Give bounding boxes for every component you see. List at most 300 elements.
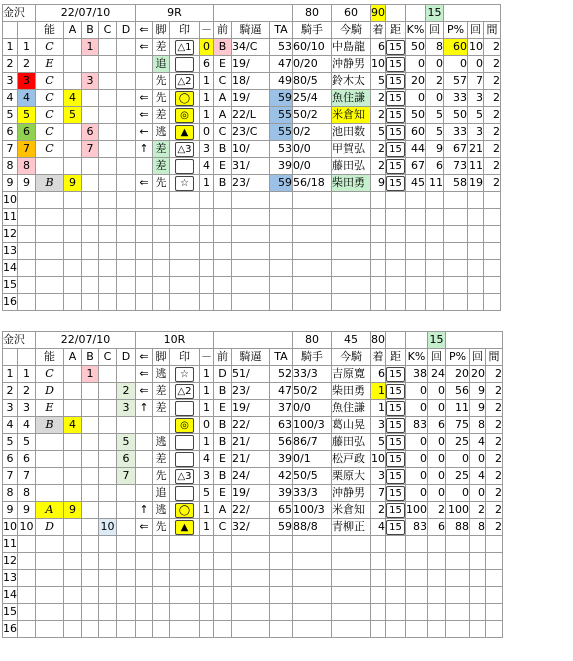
mark-box[interactable]: ◎ — [175, 418, 194, 433]
kyaku-cell: 差 — [153, 107, 170, 124]
empty-cell — [386, 260, 406, 277]
empty-cell — [117, 209, 136, 226]
mark-cell — [170, 502, 200, 519]
column-header: 回 — [428, 349, 446, 366]
arrow-cell — [136, 485, 153, 502]
kyori-box: 15 — [386, 503, 405, 518]
mark-box[interactable]: △3 — [175, 469, 194, 484]
empty-cell — [406, 553, 428, 570]
horse-number: 7 — [18, 141, 36, 158]
kishu-cell: 50/5 — [293, 468, 332, 485]
empty-cell — [82, 621, 99, 638]
imaki-cell: 柴田勇 — [332, 175, 371, 192]
table-row[interactable] — [3, 383, 503, 400]
empty-cell — [470, 621, 486, 638]
kyori-box: 15 — [386, 125, 405, 140]
empty-cell — [170, 277, 200, 294]
table-row[interactable] — [3, 158, 501, 175]
mae-cell: C — [214, 73, 232, 90]
empty-cell — [386, 621, 406, 638]
empty-cell — [214, 243, 232, 260]
arrow-cell: ⇐ — [136, 175, 153, 192]
kai-cell: 9 — [426, 141, 444, 158]
empty-cell — [82, 294, 99, 311]
k-cell: 50 — [406, 107, 426, 124]
empty-cell — [332, 587, 371, 604]
c-cell — [99, 485, 117, 502]
kishu-cell: 100/3 — [293, 502, 332, 519]
ma-cell: 2 — [484, 175, 501, 192]
imaki-cell: 栗原大 — [332, 468, 371, 485]
table-row[interactable] — [3, 39, 501, 56]
a-cell — [64, 366, 82, 383]
empty-cell — [200, 277, 214, 294]
column-header: 能 — [36, 349, 64, 366]
empty-cell — [170, 192, 200, 209]
d-cell — [117, 73, 136, 90]
mark-box[interactable]: ☆ — [175, 176, 194, 191]
table-row[interactable] — [3, 451, 503, 468]
table-row[interactable] — [3, 434, 503, 451]
ta-cell: 37 — [270, 400, 293, 417]
column-header: 騎手 — [293, 22, 332, 39]
kai-cell: 0 — [428, 434, 446, 451]
kyori-cell — [386, 175, 406, 192]
minus-cell: 3 — [200, 141, 214, 158]
ma-cell: 2 — [486, 468, 503, 485]
ma-cell: 2 — [484, 39, 501, 56]
row-number: 15 — [3, 604, 18, 621]
table-row[interactable] — [3, 400, 503, 417]
row-number: 1 — [3, 366, 18, 383]
empty-cell — [444, 192, 468, 209]
b-cell: 6 — [82, 124, 99, 141]
kyaku-cell: 先 — [153, 519, 170, 536]
horse-number: 5 — [18, 434, 36, 451]
column-header: P% — [444, 22, 468, 39]
d-cell: 7 — [117, 468, 136, 485]
k-cell: 0 — [406, 485, 428, 502]
row-number: 7 — [3, 468, 18, 485]
empty-cell — [99, 604, 117, 621]
kai2-cell: 0 — [470, 451, 486, 468]
empty-cell — [36, 192, 64, 209]
empty-row — [3, 277, 501, 294]
empty-cell — [293, 277, 332, 294]
empty-cell — [153, 192, 170, 209]
horse-number: 6 — [18, 124, 36, 141]
ta-cell: 47 — [270, 383, 293, 400]
minus-cell: 1 — [200, 366, 214, 383]
empty-cell — [136, 553, 153, 570]
empty-cell — [99, 621, 117, 638]
p-cell: 60 — [444, 39, 468, 56]
mark-box[interactable] — [175, 57, 194, 72]
imaki-cell: 青柳正 — [332, 519, 371, 536]
empty-cell — [293, 604, 332, 621]
mae-cell: B — [214, 468, 232, 485]
kishu-cell: 100/3 — [293, 417, 332, 434]
kishu-cell: 0/0 — [293, 141, 332, 158]
row-number: 4 — [3, 417, 18, 434]
kyaku-cell: 逃 — [153, 502, 170, 519]
kyaku-cell: 逃 — [153, 366, 170, 383]
a-cell — [64, 519, 82, 536]
empty-cell — [270, 621, 293, 638]
empty-cell — [64, 570, 82, 587]
column-header: 距 — [386, 349, 406, 366]
empty-cell — [82, 277, 99, 294]
kyori-box: 15 — [386, 176, 405, 191]
empty-cell — [82, 243, 99, 260]
nou-cell — [36, 383, 64, 400]
minus-cell: 3 — [200, 468, 214, 485]
empty-cell — [444, 243, 468, 260]
empty-cell — [406, 536, 428, 553]
kai2-cell: 10 — [468, 39, 484, 56]
empty-cell — [332, 243, 371, 260]
mae-cell: B — [214, 39, 232, 56]
empty-cell — [136, 243, 153, 260]
empty-cell — [332, 553, 371, 570]
arrow-cell — [136, 73, 153, 90]
kyori-box: 15 — [386, 469, 405, 484]
empty-cell — [117, 260, 136, 277]
empty-cell — [99, 192, 117, 209]
row-number: 13 — [3, 570, 18, 587]
mark-box[interactable] — [175, 486, 194, 501]
table-row[interactable] — [3, 519, 503, 536]
empty-cell — [332, 536, 371, 553]
ma-cell: 2 — [486, 451, 503, 468]
k-cell: 60 — [406, 124, 426, 141]
empty-cell — [270, 209, 293, 226]
empty-cell — [18, 209, 36, 226]
kishu-cell: 0/0 — [293, 400, 332, 417]
empty-cell — [153, 570, 170, 587]
a-cell — [64, 141, 82, 158]
race-table — [2, 331, 503, 638]
kai2-cell: 4 — [470, 468, 486, 485]
b-cell: 1 — [82, 366, 99, 383]
empty-cell — [18, 260, 36, 277]
mark-box[interactable]: △2 — [175, 74, 194, 89]
mark-cell — [170, 56, 200, 73]
p-cell: 11 — [446, 400, 470, 417]
empty-cell — [470, 604, 486, 621]
d-cell — [117, 56, 136, 73]
ma-cell: 2 — [486, 400, 503, 417]
k-cell: 0 — [406, 468, 428, 485]
table-row[interactable] — [3, 107, 501, 124]
kyori-cell — [386, 141, 406, 158]
imaki-cell: 魚住謙 — [332, 400, 371, 417]
empty-cell — [153, 604, 170, 621]
empty-cell — [82, 536, 99, 553]
empty-cell — [232, 243, 270, 260]
mark-box[interactable] — [175, 401, 194, 416]
empty-cell — [136, 277, 153, 294]
empty-cell — [82, 260, 99, 277]
column-header: 間 — [486, 349, 503, 366]
column-header: 間 — [484, 22, 501, 39]
a-cell: 9 — [64, 175, 82, 192]
empty-cell — [82, 570, 99, 587]
table-row[interactable] — [3, 417, 503, 434]
horse-number: 2 — [18, 56, 36, 73]
empty-cell — [428, 553, 446, 570]
empty-cell — [386, 587, 406, 604]
empty-cell — [117, 604, 136, 621]
empty-cell — [18, 604, 36, 621]
t1-value: 80 — [293, 5, 332, 22]
kyori-box: 15 — [386, 435, 405, 450]
kyaku-cell: 差 — [153, 400, 170, 417]
kyori-cell — [386, 383, 406, 400]
empty-cell — [270, 277, 293, 294]
kiga-cell: 19/ — [232, 90, 270, 107]
minus-cell: 0 — [200, 124, 214, 141]
empty-cell — [170, 209, 200, 226]
empty-cell — [486, 621, 503, 638]
empty-cell — [170, 570, 200, 587]
mark-box[interactable]: ◎ — [175, 108, 194, 123]
empty-cell — [371, 604, 386, 621]
mark-box[interactable]: △2 — [175, 384, 194, 399]
table-row[interactable] — [3, 485, 503, 502]
k-cell: 0 — [406, 451, 428, 468]
race-number: 9R — [136, 5, 214, 22]
kyori-box: 15 — [386, 57, 405, 72]
empty-cell — [332, 226, 371, 243]
empty-cell — [82, 553, 99, 570]
kyori-box: 15 — [386, 520, 405, 535]
mark-box[interactable] — [175, 159, 194, 174]
nou-cell — [36, 158, 64, 175]
spacer — [386, 332, 406, 349]
column-header: 回 — [470, 349, 486, 366]
table-row[interactable] — [3, 141, 501, 158]
table-row[interactable] — [3, 468, 503, 485]
chaku-cell: 10 — [371, 56, 386, 73]
chaku-cell: 5 — [371, 73, 386, 90]
mark-box[interactable]: △1 — [175, 40, 194, 55]
b-cell: 1 — [82, 39, 99, 56]
table-row[interactable] — [3, 366, 503, 383]
empty-row — [3, 604, 503, 621]
minus-cell: 1 — [200, 519, 214, 536]
empty-cell — [200, 260, 214, 277]
mark-cell — [170, 519, 200, 536]
b-cell: 3 — [82, 73, 99, 90]
b-cell: 7 — [82, 141, 99, 158]
kiga-cell: 19/ — [232, 485, 270, 502]
k-cell: 0 — [406, 400, 428, 417]
empty-cell — [446, 587, 470, 604]
nou-grade: E — [45, 401, 54, 414]
kyori-cell — [386, 502, 406, 519]
empty-cell — [406, 192, 426, 209]
empty-cell — [170, 260, 200, 277]
mark-box[interactable]: ▲ — [175, 520, 194, 535]
mark-box[interactable] — [175, 452, 194, 467]
chaku-cell: 2 — [371, 141, 386, 158]
mae-cell: E — [214, 485, 232, 502]
empty-cell — [99, 260, 117, 277]
horse-number: 9 — [18, 175, 36, 192]
empty-cell — [136, 226, 153, 243]
k-cell: 67 — [406, 158, 426, 175]
empty-cell — [214, 260, 232, 277]
empty-cell — [170, 536, 200, 553]
b-cell — [82, 383, 99, 400]
race-title-row — [3, 332, 503, 349]
empty-cell — [200, 243, 214, 260]
nou-cell — [36, 485, 64, 502]
row-number: 7 — [3, 141, 18, 158]
kai2-cell: 11 — [468, 158, 484, 175]
empty-cell — [371, 570, 386, 587]
table-row[interactable] — [3, 73, 501, 90]
chaku-cell: 5 — [371, 434, 386, 451]
empty-cell — [136, 192, 153, 209]
empty-cell — [153, 587, 170, 604]
arrow-cell: ↑ — [136, 400, 153, 417]
k-cell: 0 — [406, 56, 426, 73]
table-row[interactable] — [3, 175, 501, 192]
empty-cell — [232, 536, 270, 553]
empty-cell — [406, 226, 426, 243]
empty-cell — [64, 587, 82, 604]
empty-cell — [444, 277, 468, 294]
kai-cell: 5 — [426, 107, 444, 124]
kishu-cell: 80/5 — [293, 73, 332, 90]
nou-grade: C — [45, 91, 54, 104]
kishu-cell: 56/18 — [293, 175, 332, 192]
empty-cell — [406, 570, 428, 587]
kyori-cell — [386, 107, 406, 124]
empty-cell — [36, 587, 64, 604]
empty-cell — [36, 604, 64, 621]
horse-number: 7 — [18, 468, 36, 485]
empty-cell — [332, 570, 371, 587]
empty-cell — [170, 294, 200, 311]
a-cell: 4 — [64, 417, 82, 434]
empty-cell — [117, 277, 136, 294]
c-cell — [99, 158, 117, 175]
p-cell: 58 — [444, 175, 468, 192]
mark-box[interactable]: △3 — [175, 142, 194, 157]
mark-cell — [170, 417, 200, 434]
nou-grade: B — [45, 176, 54, 189]
kyori-cell — [386, 90, 406, 107]
empty-cell — [18, 226, 36, 243]
table-row[interactable] — [3, 56, 501, 73]
kiga-cell: 22/L — [232, 107, 270, 124]
mark-box[interactable]: ▲ — [175, 125, 194, 140]
column-header: TA — [270, 22, 293, 39]
column-header: 着 — [371, 349, 386, 366]
empty-cell — [371, 294, 386, 311]
ta-cell: 39 — [270, 485, 293, 502]
empty-cell — [371, 277, 386, 294]
kyaku-cell: 差 — [153, 141, 170, 158]
column-header-row — [3, 349, 503, 366]
mark-box[interactable]: ◯ — [175, 91, 194, 106]
empty-row — [3, 553, 503, 570]
kai-cell: 5 — [426, 124, 444, 141]
d-cell — [117, 107, 136, 124]
row-number: 16 — [3, 294, 18, 311]
empty-cell — [484, 260, 501, 277]
arrow-cell — [136, 468, 153, 485]
empty-cell — [117, 553, 136, 570]
ma-cell: 2 — [484, 73, 501, 90]
kiga-cell: 23/C — [232, 124, 270, 141]
mark-box[interactable]: ☆ — [175, 367, 194, 382]
empty-row — [3, 209, 501, 226]
table-row[interactable] — [3, 90, 501, 107]
table-row[interactable] — [3, 502, 503, 519]
nou-cell — [36, 73, 64, 90]
empty-cell — [232, 294, 270, 311]
empty-cell — [428, 536, 446, 553]
empty-cell — [170, 226, 200, 243]
empty-cell — [153, 294, 170, 311]
kai2-cell: 9 — [470, 400, 486, 417]
mae-cell: B — [214, 417, 232, 434]
empty-cell — [214, 294, 232, 311]
t3-value: 80 — [371, 332, 386, 349]
kai-cell: 0 — [428, 383, 446, 400]
empty-cell — [406, 621, 428, 638]
b-cell — [82, 400, 99, 417]
row-number: 4 — [3, 90, 18, 107]
minus-cell: 1 — [200, 434, 214, 451]
row-number: 13 — [3, 243, 18, 260]
mark-box[interactable]: ◯ — [175, 503, 194, 518]
kai-cell: 0 — [428, 485, 446, 502]
mark-box[interactable] — [175, 435, 194, 450]
imaki-cell: 米倉知 — [332, 107, 371, 124]
imaki-cell: 米倉知 — [332, 502, 371, 519]
k-cell: 0 — [406, 434, 428, 451]
minus-cell: 5 — [200, 485, 214, 502]
empty-cell — [99, 536, 117, 553]
empty-cell — [293, 243, 332, 260]
ma-cell: 2 — [484, 124, 501, 141]
empty-cell — [82, 587, 99, 604]
empty-cell — [200, 604, 214, 621]
a-cell — [64, 56, 82, 73]
horse-number: 8 — [18, 158, 36, 175]
t2-value: 60 — [332, 5, 371, 22]
empty-cell — [293, 570, 332, 587]
empty-cell — [200, 570, 214, 587]
chaku-cell: 1 — [371, 400, 386, 417]
column-header: B — [82, 22, 99, 39]
table-row[interactable] — [3, 124, 501, 141]
ta-cell: 59 — [270, 519, 293, 536]
c-cell — [99, 141, 117, 158]
mark-cell — [170, 90, 200, 107]
empty-cell — [446, 621, 470, 638]
d-cell — [117, 90, 136, 107]
minus-cell: 1 — [200, 502, 214, 519]
column-header: 今騎 — [332, 22, 371, 39]
race-title-row — [3, 5, 501, 22]
empty-cell — [470, 536, 486, 553]
